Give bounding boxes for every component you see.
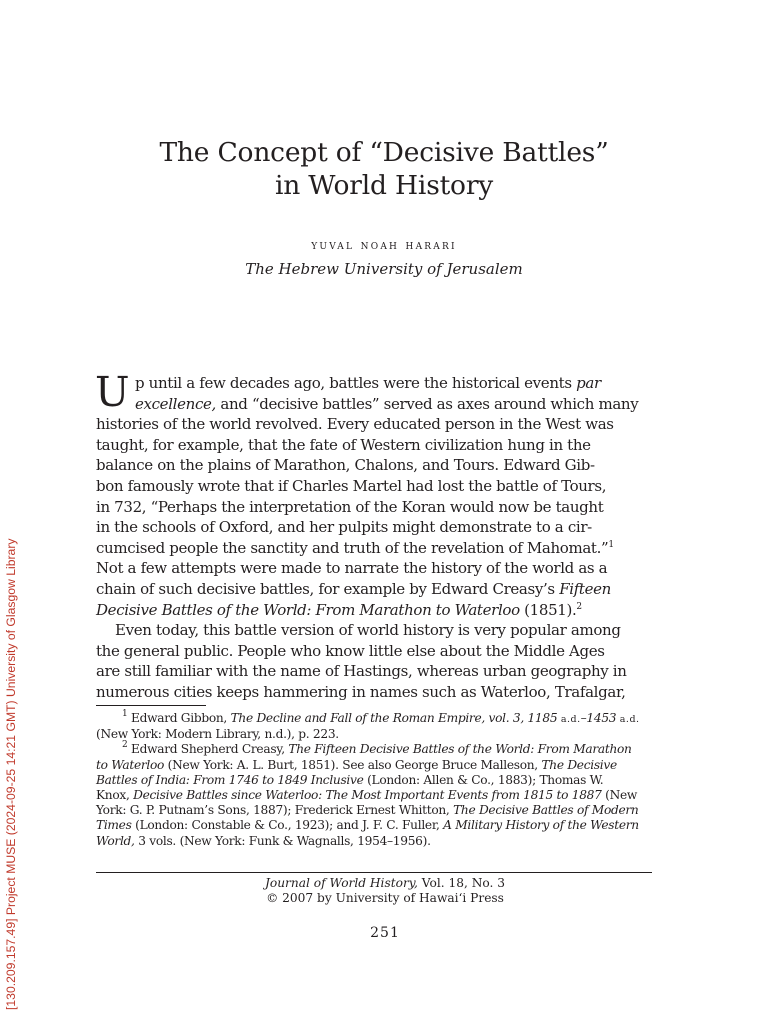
page-number: 251 (370, 925, 400, 941)
journal-volume: Vol. 18, No. 3 (417, 876, 506, 890)
text-run: Edward Shepherd Creasy, (127, 742, 289, 757)
italic-run: –1453 (580, 711, 617, 725)
article-title (96, 136, 672, 202)
italic-run: Decisive Battles of the World: From Marathon to Waterloo (96, 600, 520, 619)
text-run: p until a few decades ago, battles were the historical events (135, 374, 577, 392)
colophon (96, 876, 674, 906)
body-line: Not a few attempts were made to narrate the history of the world as a (96, 559, 608, 578)
body-line: taught, for example, that the fate of Western civilization hung in the (96, 435, 591, 454)
footnote-2-cont (96, 818, 652, 833)
text-run: cumcised people the sanctity and truth of the revelation of Mahomat.” (96, 538, 609, 557)
body-line: balance on the plains of Marathon, Chalons, and Tours. Edward Gib- (96, 456, 595, 475)
italic-run: World, (96, 833, 135, 848)
footnotes (96, 711, 652, 849)
text-run: (1851). (519, 600, 577, 619)
journal-citation (96, 876, 674, 891)
italic-run: Fifteen (559, 579, 611, 598)
body-line: histories of the world revolved. Every educated person in the West was (96, 415, 614, 434)
text-run: and “decisive battles” served as axes around which many (215, 394, 639, 413)
body-line: bon famously wrote that if Charles Martel had lost the battle of Tours, (96, 476, 607, 495)
author-affiliation: The Hebrew University of Jerusalem (245, 260, 523, 278)
text-run: (New York: A. L. Burt, 1851). See also George Bruce Malleson, (164, 757, 542, 772)
italic-run: Battles of India: From 1746 to 1849 Inclusive (96, 772, 364, 787)
author-name: yuval noah harari (311, 237, 457, 253)
footnote-2-cont (96, 788, 652, 803)
text-run: chain of such decisive battles, for example by Edward Creasy’s (96, 579, 560, 598)
footnote-separator (96, 705, 206, 706)
italic-run: A Military History of the Western (443, 818, 639, 833)
italic-run: The Decline and Fall of the Roman Empire, vol. 3, 1185 (230, 711, 558, 725)
body-line (96, 600, 652, 621)
body-line (96, 394, 652, 415)
title-line-1: The Concept of “Decisive Battles” (159, 137, 609, 168)
body-line (96, 538, 652, 559)
italic-run: The Fifteen Decisive Battles of the World: From Marathon (288, 742, 632, 757)
body-line: numerous cities keeps hammering in names such as Waterloo, Trafalgar, (96, 682, 626, 701)
journal-title: Journal of World History, (264, 876, 418, 890)
text-run: York: G. P. Putnam’s Sons, 1887); Frederick Ernest Whitton, (96, 803, 454, 818)
italic-run: excellence, (135, 394, 216, 413)
paragraph-1 (95, 368, 652, 620)
footnote-2-cont (96, 758, 652, 773)
footnote-1 (96, 711, 652, 727)
text-run: (London: Constable & Co., 1923); and J. F. C. Fuller, (131, 818, 444, 833)
footnote-2-cont (96, 834, 652, 849)
text-run: Edward Gibbon, (127, 711, 231, 725)
footnote-number: 1 (122, 709, 128, 719)
title-line-2: in World History (274, 170, 494, 201)
footnote-1-cont: (New York: Modern Library, n.d.), p. 223. (96, 727, 339, 742)
italic-run: The Decisive Battles of Modern (453, 803, 639, 818)
drop-cap: U (95, 368, 130, 416)
italic-run: Times (96, 818, 132, 833)
footnote-ref-2[interactable]: 2 (576, 601, 582, 612)
paragraph-2 (96, 620, 652, 702)
copyright-notice: © 2007 by University of Hawai‘i Press (266, 891, 504, 905)
footnote-2-cont (96, 803, 652, 818)
body-line: in 732, “Perhaps the interpretation of the Koran would now be taught (96, 497, 604, 516)
small-caps-run: a.d. (557, 714, 581, 725)
text-run: (New (601, 788, 638, 803)
footnote-number: 2 (122, 740, 128, 751)
italic-run: to Waterloo (96, 757, 165, 772)
body-line (96, 373, 652, 394)
footnote-ref-1[interactable]: 1 (608, 539, 614, 550)
italic-run: par (576, 374, 601, 392)
italic-run: Decisive Battles since Waterloo: The Most Important Events from 1815 to 1887 (133, 788, 602, 803)
body-line: the general public. People who know little else about the Middle Ages (96, 641, 605, 660)
colophon-rule (96, 872, 652, 873)
article-body (95, 368, 652, 703)
download-watermark: [130.209.157.49] Project MUSE (2024-09-25 14:21 GMT) University of Glasgow Library (4, 538, 18, 1010)
body-line: Even today, this battle version of world history is very popular among (115, 621, 621, 640)
text-run: Knox, (96, 788, 134, 803)
text-run: (London: Allen & Co., 1883); Thomas W. (363, 772, 604, 787)
italic-run: The Decisive (541, 757, 617, 772)
text-run: 3 vols. (New York: Funk & Wagnalls, 1954–1956). (134, 833, 431, 848)
small-caps-run: a.d. (616, 714, 640, 725)
footnote-2-cont (96, 773, 652, 788)
footnote-2 (96, 742, 652, 757)
body-line (96, 579, 652, 600)
body-line: are still familiar with the name of Hastings, whereas urban geography in (96, 662, 627, 681)
body-line: in the schools of Oxford, and her pulpits might demonstrate to a cir- (96, 518, 592, 537)
